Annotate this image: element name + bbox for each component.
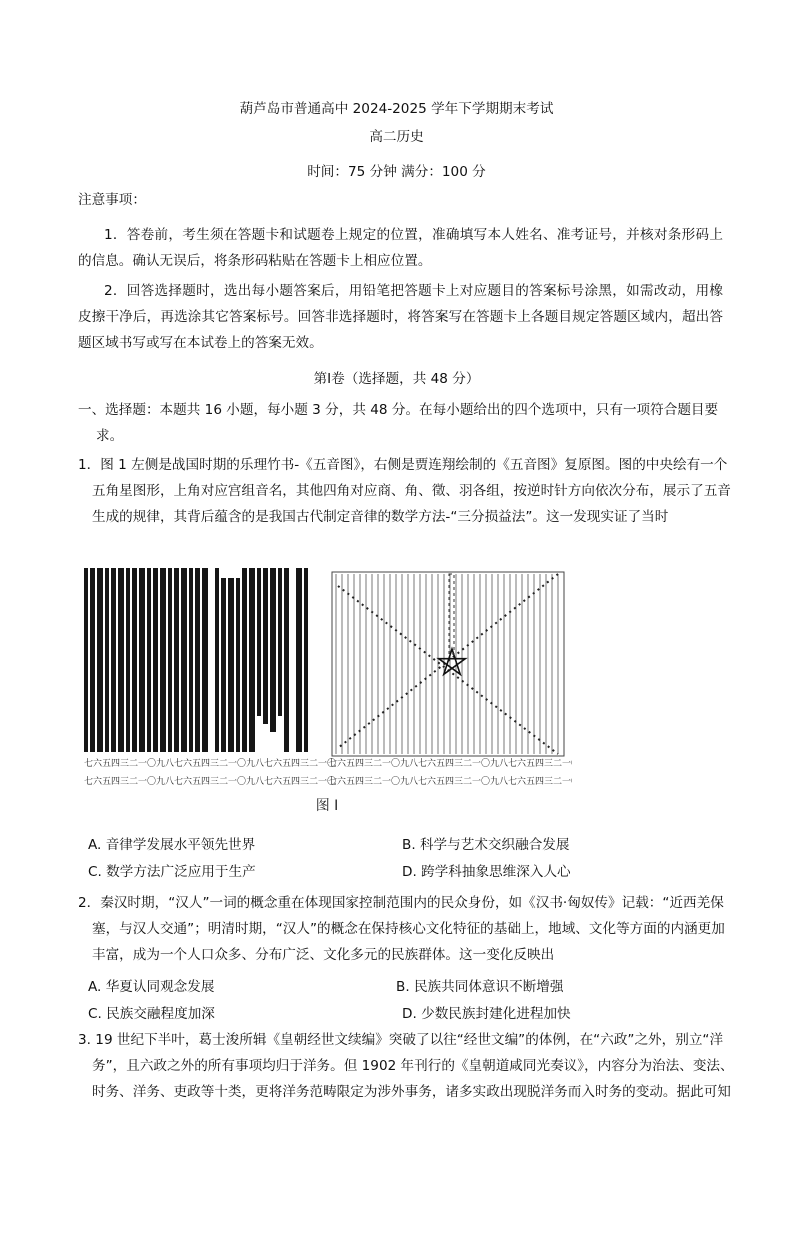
q1-option-b[interactable]: B. 科学与艺术交织融合发展 [402,837,570,853]
bamboo-slip [296,568,302,752]
bamboo-slip [270,568,276,732]
q1-option-c[interactable]: C. 数学方法广泛应用于生产 [88,864,256,880]
figure-1 [82,566,572,816]
notice-heading: 注意事项： [78,192,146,208]
figure-caption: 图 Ⅰ [315,798,339,814]
section-instructions: 一、选择题：本题共 16 小题，每小题 3 分，共 48 分。在每小题给出的四个选项中，只有一项符合题目要求。 [78,402,719,444]
five-tones-reconstruction-diagram [332,572,564,756]
five-tones-figure [82,566,572,816]
bamboo-slip [118,568,124,752]
bamboo-slip [278,568,282,716]
bamboo-slip [257,568,261,716]
bamboo-slip [126,568,130,752]
bamboo-slip [97,568,103,752]
bamboo-slip [202,568,208,752]
bamboo-slip [147,568,151,752]
bamboo-slip [168,568,172,752]
bamboo-slip [242,568,247,752]
bamboo-slip [228,578,234,752]
bamboo-slip [90,568,95,752]
q2-option-a[interactable]: A. 华夏认同观念发展 [88,979,215,995]
bamboo-slip [249,568,255,752]
exam-title: 葫芦岛市普通高中 2024-2025 学年下学期期末考试 [239,101,554,117]
figure-axis-left: 七六五四三二一〇九八七六五四三二一〇九八七六五四三二一〇 [84,759,337,769]
q1-option-d[interactable]: D. 跨学科抽象思维深入人心 [402,864,571,880]
q1-option-a[interactable]: A. 音律学发展水平领先世界 [88,837,256,853]
bamboo-slip [181,568,187,752]
bamboo-slip [105,568,109,752]
figure-axis-left-row2: 七六五四三二一〇九八七六五四三二一〇九八七六五四三二一〇 [84,777,337,787]
bamboo-slip [132,568,137,752]
bamboo-slip [221,578,226,752]
question-2-stem: 2．秦汉时期，“汉人”一词的概念重在体现国家控制范围内的民众身份，如《汉书·匈奴传》记载：“近西羌保塞，与汉人交通”；明清时期，“汉人”的概念在保持核心文化特征的基础上，地域、文化等方面的内涵更加丰富，成为一个人口众多、分布广泛、文化多元的民族群体。这一变化反映出 [78,895,725,963]
figure-axis-right-row2: 七六五四三二一〇九八七六五四三二一〇九八七六五四三二一〇 [328,777,572,787]
bamboo-slip [263,568,268,724]
bamboo-slip [174,568,179,752]
bamboo-slip [160,568,166,752]
bamboo-slip [189,568,193,752]
question-1-stem: 1．图 1 左侧是战国时期的乐理竹书-《五音图》，右侧是贾连翔绘制的《五音图》复原图。图的中央绘有一个五角星图形，上角对应宫组音名，其他四角对应商、角、徵、羽各组，按逆时针方向依次分布，展示了五音生成的规律，其背后蕴含的是我国古代制定音律的数学方法-“三分损益法”。这一发现实证了当时 [78,457,731,525]
bamboo-slips-image [84,568,308,752]
figure-axis-right: 七六五四三二一〇九八七六五四三二一〇九八七六五四三二一〇 [328,759,572,769]
diagonal-line [338,586,558,754]
bamboo-slip [111,568,116,752]
notice-item-1: 1．答卷前，考生须在答题卡和试题卷上规定的位置，准确填写本人姓名、准考证号，并核对条形码上的信息。确认无误后，将条形码粘贴在答题卡上相应位置。 [78,227,723,269]
notice-item-2: 2．回答选择题时，选出每小题答案后，用铅笔把答题卡上对应题目的答案标号涂黑，如需改动，用橡皮擦干净后，再选涂其它答案标号。回答非选择题时，将答案写在答题卡上各题目规定答题区域内，超出答题区域书写或写在本试卷上的答案无效。 [78,283,723,351]
bamboo-slip [304,568,308,752]
bamboo-slip [284,568,289,752]
bamboo-slip [153,568,158,752]
q2-option-c[interactable]: C. 民族交融程度加深 [88,1006,215,1022]
bamboo-slip [215,568,219,752]
exam-subject: 高二历史 [369,129,424,145]
bamboo-slip [195,568,200,752]
question-3-stem: 3. 19 世纪下半叶，葛士浚所辑《皇朝经世文续编》突破了以往“经世文编”的体例，在“六政”之外，别立“洋务”，且六政之外的所有事项均归于洋务。但 1902 年刊行的《皇朝道咸同光奏议》，内容分为治法、变法、时务、洋务、吏政等十类，更将洋务范畴限定为涉外事务，诸多实政出现脱洋务而入时务的变动。据此可知 [78,1032,734,1100]
section-title: 第Ⅰ卷（选择题，共 48 分） [313,371,480,387]
pentagram-star [439,649,466,674]
q2-option-d[interactable]: D. 少数民族封建化进程加快 [402,1006,571,1022]
bamboo-slip [236,578,240,752]
q2-option-b[interactable]: B. 民族共同体意识不断增强 [396,979,564,995]
bamboo-slip [84,568,88,752]
exam-time-info: 时间：75 分钟 满分：100 分 [307,164,486,180]
bamboo-slip [139,568,145,752]
